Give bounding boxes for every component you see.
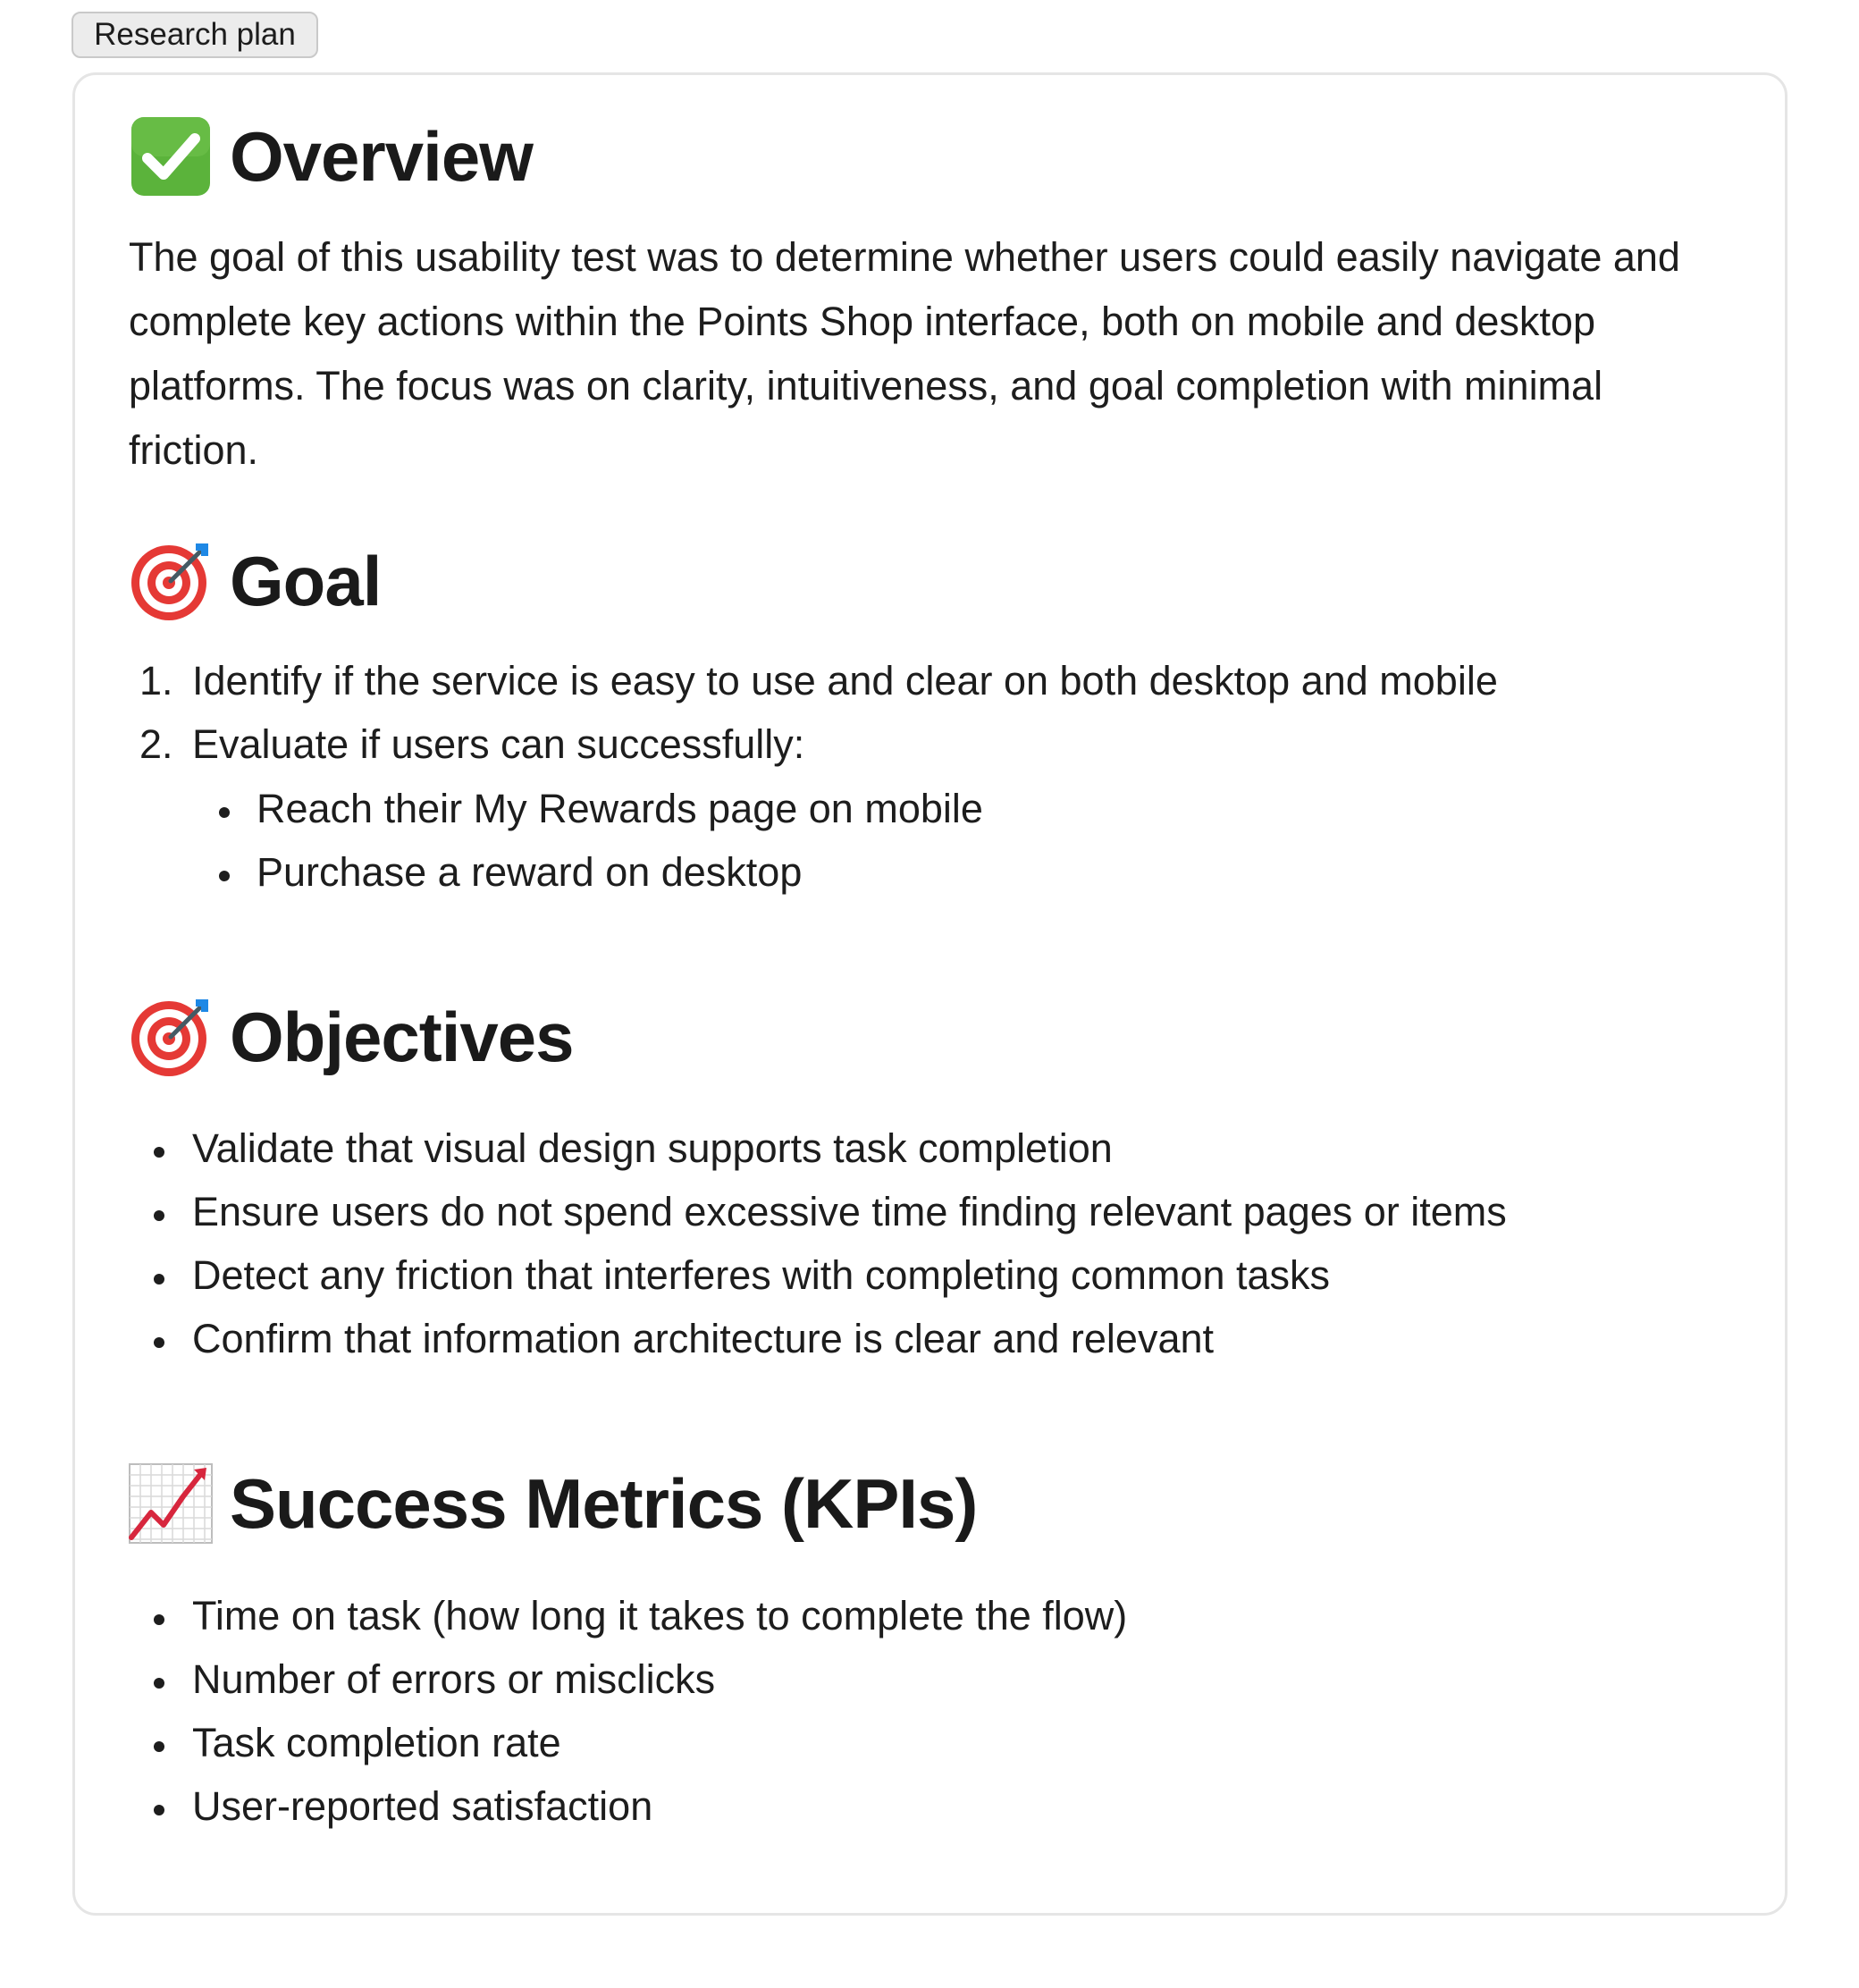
metrics-heading [128, 1459, 977, 1548]
goal-subitem: Purchase a reward on desktop [257, 849, 803, 895]
research-plan-tag-button[interactable]: Research plan [72, 12, 318, 58]
objectives-title: Objectives [230, 997, 574, 1076]
metrics-title: Success Metrics (KPIs) [230, 1463, 978, 1543]
target-dart-icon [128, 538, 214, 624]
objective-item: Confirm that information architecture is clear and relevant [192, 1316, 1215, 1361]
objective-item: Validate that visual design supports task completion [192, 1125, 1113, 1171]
bullet [154, 1210, 164, 1221]
metric-item: Task completion rate [192, 1720, 561, 1765]
chart-increasing-icon [128, 1461, 214, 1546]
goal-heading [128, 536, 381, 626]
overview-heading [128, 112, 533, 201]
bullet [154, 1147, 164, 1158]
metric-item: Number of errors or misclicks [192, 1656, 716, 1702]
goal-item-number: 1. [139, 658, 173, 703]
goal-subitem: Reach their My Rewards page on mobile [257, 786, 983, 831]
objective-item: Detect any friction that interferes with completing common tasks [192, 1252, 1331, 1298]
bullet [219, 807, 230, 818]
goal-title: Goal [230, 541, 382, 620]
target-dart-icon [128, 994, 214, 1080]
overview-title: Overview [230, 116, 533, 196]
bullet [154, 1614, 164, 1625]
bullet [154, 1274, 164, 1285]
objective-item: Ensure users do not spend excessive time finding relevant pages or items [192, 1189, 1507, 1234]
bullet [154, 1805, 164, 1815]
check-mark-icon [128, 114, 214, 199]
bullet [154, 1678, 164, 1689]
overview-text: The goal of this usability test was to determine whether users could easily navigate and complete key actions within the Points Shop interface, both on mobile and desktop platforms. The focus was on clarity, intuitiveness, and goal completion with minimal friction. [129, 234, 1680, 473]
objectives-heading [128, 992, 574, 1082]
bullet [154, 1741, 164, 1752]
bullet [154, 1337, 164, 1348]
metric-item: User-reported satisfaction [192, 1783, 653, 1829]
bullet [219, 871, 230, 881]
metric-item: Time on task (how long it takes to complete the flow) [192, 1593, 1128, 1638]
goal-item: Identify if the service is easy to use and clear on both desktop and mobile [192, 658, 1498, 703]
goal-item: Evaluate if users can successfully: [192, 721, 805, 767]
goal-item-number: 2. [139, 721, 173, 767]
